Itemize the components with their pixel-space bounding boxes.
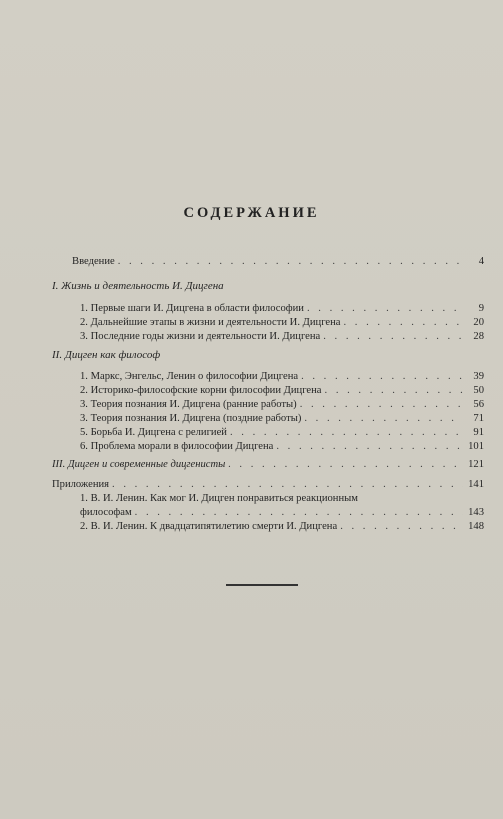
section-heading-2: II. Дицген как философ xyxy=(52,349,161,361)
toc-entry-section-3 xyxy=(52,458,484,471)
toc-entry-label: 1. Первые шаги И. Дицгена в области философии xyxy=(80,303,304,314)
toc-entry-page: 143 xyxy=(468,507,484,518)
toc-entry-label: 2. Историко-философские корни философии Дицгена xyxy=(80,385,322,396)
toc-entry-page: 148 xyxy=(468,521,484,532)
toc-entry-page: 20 xyxy=(473,317,484,328)
toc-entry-page: 28 xyxy=(473,331,484,342)
toc-entry xyxy=(80,506,484,519)
toc-leader-dots xyxy=(301,370,463,383)
toc-entry-label: 3. Последние годы жизни и деятельности И. Дицгена xyxy=(80,331,321,342)
closing-rule xyxy=(226,584,298,586)
toc-entry-label: Введение xyxy=(72,256,115,267)
toc-entry-label: 2. В. И. Ленин. К двадцатипятилетию смерти И. Дицгена xyxy=(80,521,338,532)
toc-leader-dots xyxy=(304,412,463,425)
toc-entry-intro xyxy=(72,255,484,268)
toc-entry-appendix xyxy=(52,478,484,491)
toc-entry-page: 4 xyxy=(478,256,484,267)
toc-entry-label: 5. Борьба И. Дицгена с религией xyxy=(80,427,227,438)
appendix-item-1-line-1: 1. В. И. Ленин. Как мог И. Дицген понравиться реакционным xyxy=(80,493,358,504)
toc-leader-dots xyxy=(276,440,463,453)
toc-leader-dots xyxy=(323,330,463,343)
toc-entry-page: 121 xyxy=(468,459,484,470)
section-heading-1: I. Жизнь и деятельность И. Дицгена xyxy=(52,280,224,292)
toc-entry xyxy=(80,398,484,411)
toc-entry-page: 56 xyxy=(473,399,484,410)
toc-entry xyxy=(80,426,484,439)
toc-leader-dots xyxy=(228,458,463,471)
contents-title: СОДЕРЖАНИЕ xyxy=(183,205,320,221)
toc-entry-page: 71 xyxy=(473,413,484,424)
toc-leader-dots xyxy=(300,398,463,411)
toc-entry-page: 39 xyxy=(473,371,484,382)
toc-entry-label: 1. Маркс, Энгельс, Ленин о философии Дицгена xyxy=(80,371,299,382)
toc-entry-label: 6. Проблема морали в философии Дицгена xyxy=(80,441,274,452)
toc-entry xyxy=(80,440,484,453)
toc-entry-label: III. Дицген и современные дицгенисты xyxy=(52,459,226,470)
toc-leader-dots xyxy=(325,384,463,397)
toc-entry xyxy=(80,412,484,425)
toc-entry-label: 2. Дальнейшие этапы в жизни и деятельности И. Дицгена xyxy=(80,317,341,328)
toc-leader-dots xyxy=(230,426,463,439)
toc-leader-dots xyxy=(112,478,463,491)
toc-entry-page: 50 xyxy=(473,385,484,396)
toc-entry-page: 9 xyxy=(478,303,484,314)
toc-leader-dots xyxy=(340,520,463,533)
toc-entry xyxy=(80,370,484,383)
toc-entry-page: 101 xyxy=(468,441,484,452)
toc-leader-dots xyxy=(118,255,463,268)
toc-entry-label: Приложения xyxy=(52,479,110,490)
toc-leader-dots xyxy=(307,302,463,315)
toc-leader-dots xyxy=(135,506,463,519)
toc-entry-page: 141 xyxy=(468,479,484,490)
toc-entry-label: 3. Теория познания И. Дицгена (ранние работы) xyxy=(80,399,297,410)
toc-entry xyxy=(80,384,484,397)
toc-entry-label: философам xyxy=(80,507,132,518)
toc-entry-label: 3. Теория познания И. Дицгена (поздние работы) xyxy=(80,413,302,424)
toc-entry-page: 91 xyxy=(473,427,484,438)
toc-entry xyxy=(80,302,484,315)
toc-entry xyxy=(80,330,484,343)
toc-entry xyxy=(80,316,484,329)
toc-leader-dots xyxy=(343,316,463,329)
toc-entry xyxy=(80,520,484,533)
